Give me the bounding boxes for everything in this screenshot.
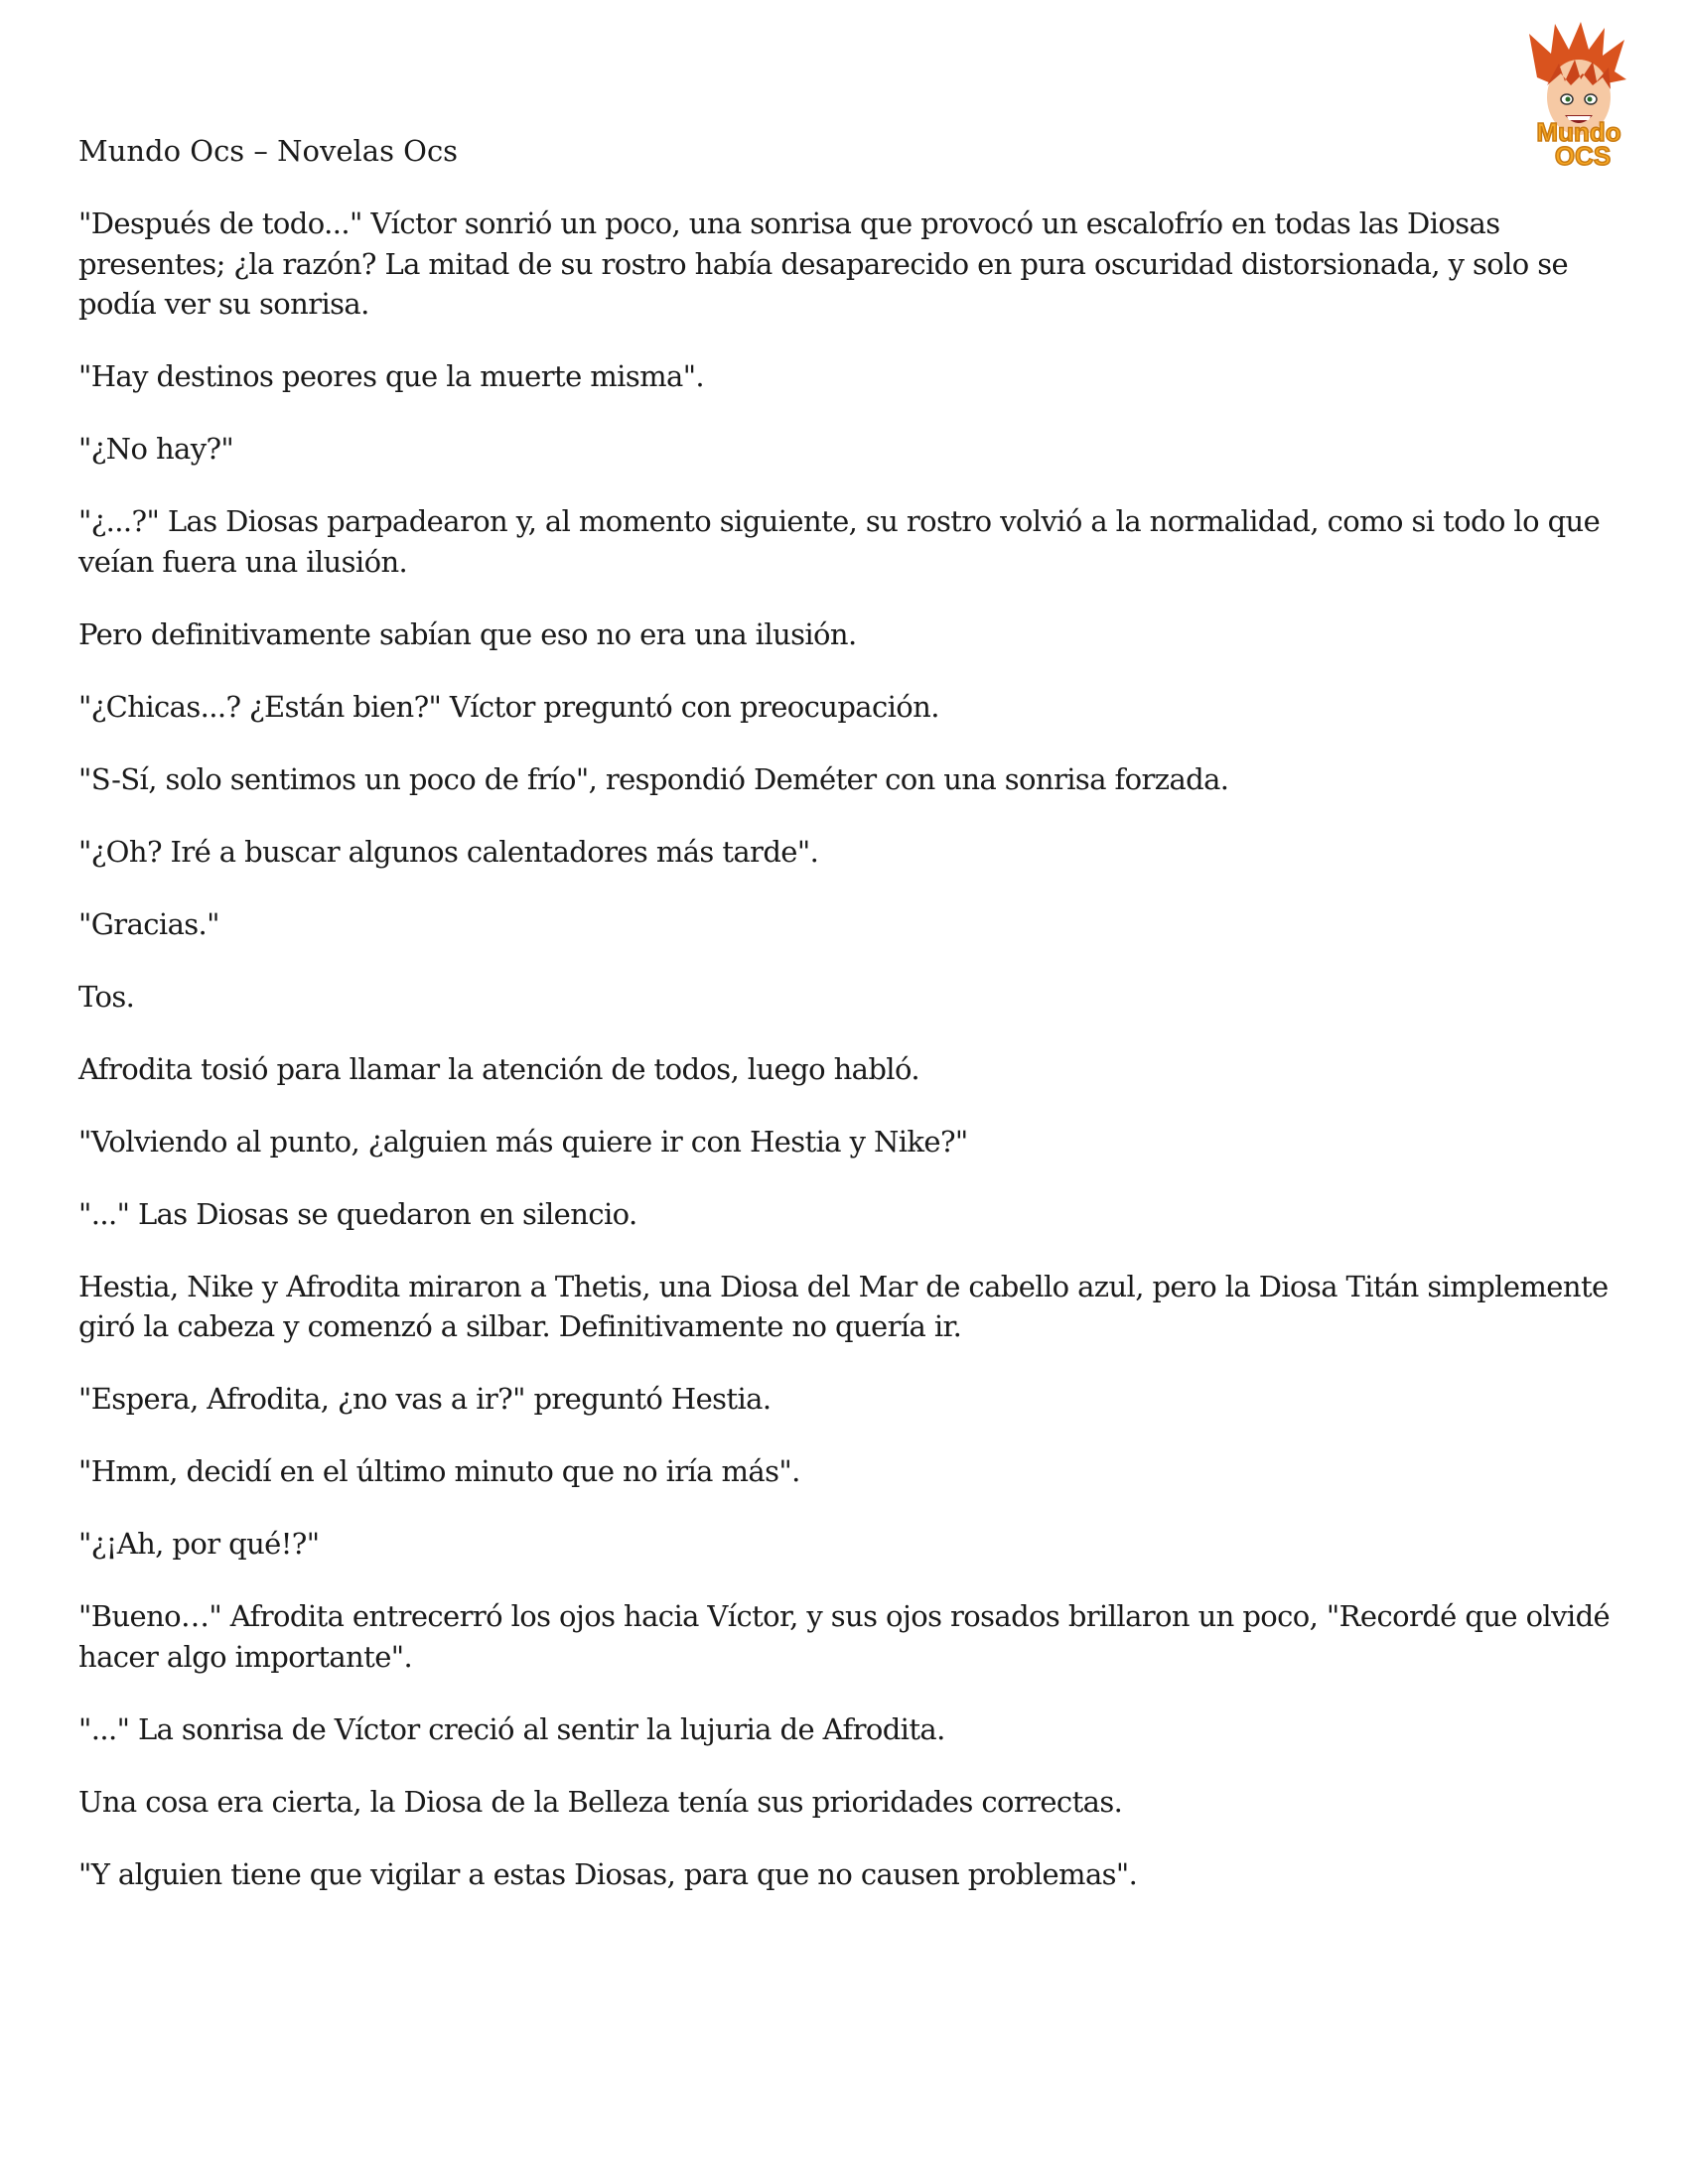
paragraph: Una cosa era cierta, la Diosa de la Belleza tenía sus prioridades correctas. [78, 1784, 1123, 1819]
paragraph: "¿No hay?" [78, 432, 234, 466]
logo-text-mundo: Mundo [1536, 117, 1621, 147]
paragraph: Tos. [78, 979, 135, 1014]
paragraph: "¿Oh? Iré a buscar algunos calentadores más tarde". [78, 834, 819, 869]
paragraph: "Hmm, decidí en el último minuto que no iría más". [78, 1454, 800, 1488]
mundo-ocs-logo [1507, 20, 1650, 171]
paragraph: "..." La sonrisa de Víctor creció al sentir la lujuria de Afrodita. [78, 1711, 945, 1746]
document-body [78, 204, 1627, 1927]
document-header: Mundo Ocs – Novelas Ocs [78, 134, 459, 168]
paragraph: Afrodita tosió para llamar la atención de todos, luego habló. [78, 1051, 919, 1086]
logo-text-ocs: OCS [1554, 141, 1612, 171]
paragraph: "..." Las Diosas se quedaron en silencio. [78, 1196, 637, 1231]
paragraph: "¿Chicas...? ¿Están bien?" Víctor preguntó con preocupación. [78, 689, 939, 724]
paragraph: "Bueno…" Afrodita entrecerró los ojos hacia Víctor, y sus ojos rosados brillaron un poco, "Recordé que olvidé hacer algo importante". [78, 1599, 1611, 1674]
paragraph: "S-Sí, solo sentimos un poco de frío", respondió Deméter con una sonrisa forzada. [78, 761, 1229, 796]
paragraph: "Gracias." [78, 906, 219, 941]
paragraph: Pero definitivamente sabían que eso no era una ilusión. [78, 616, 857, 651]
mascot-icon [1507, 20, 1650, 171]
paragraph: "Hay destinos peores que la muerte misma". [78, 359, 705, 393]
paragraph: "Volviendo al punto, ¿alguien más quiere ir con Hestia y Nike?" [78, 1124, 968, 1159]
paragraph: Hestia, Nike y Afrodita miraron a Thetis, una Diosa del Mar de cabello azul, pero la Diosa Titán simplemente giró la cabeza y comenzó a silbar. Definitivamente no quería ir. [78, 1269, 1609, 1343]
paragraph: "Espera, Afrodita, ¿no vas a ir?" preguntó Hestia. [78, 1382, 772, 1416]
paragraph: "Después de todo..." Víctor sonrió un poco, una sonrisa que provocó un escalofrío en todas las Diosas presentes; ¿la razón? La mitad de su rostro había desaparecido en pura oscuridad distorsionada, y solo se podía ver su sonrisa. [78, 206, 1569, 321]
paragraph: "Y alguien tiene que vigilar a estas Diosas, para que no causen problemas". [78, 1856, 1138, 1891]
paragraph: "¿...?" Las Diosas parpadearon y, al momento siguiente, su rostro volvió a la normalidad, como si todo lo que veían fuera una ilusión. [78, 504, 1601, 579]
paragraph: "¿¡Ah, por qué!?" [78, 1527, 320, 1561]
